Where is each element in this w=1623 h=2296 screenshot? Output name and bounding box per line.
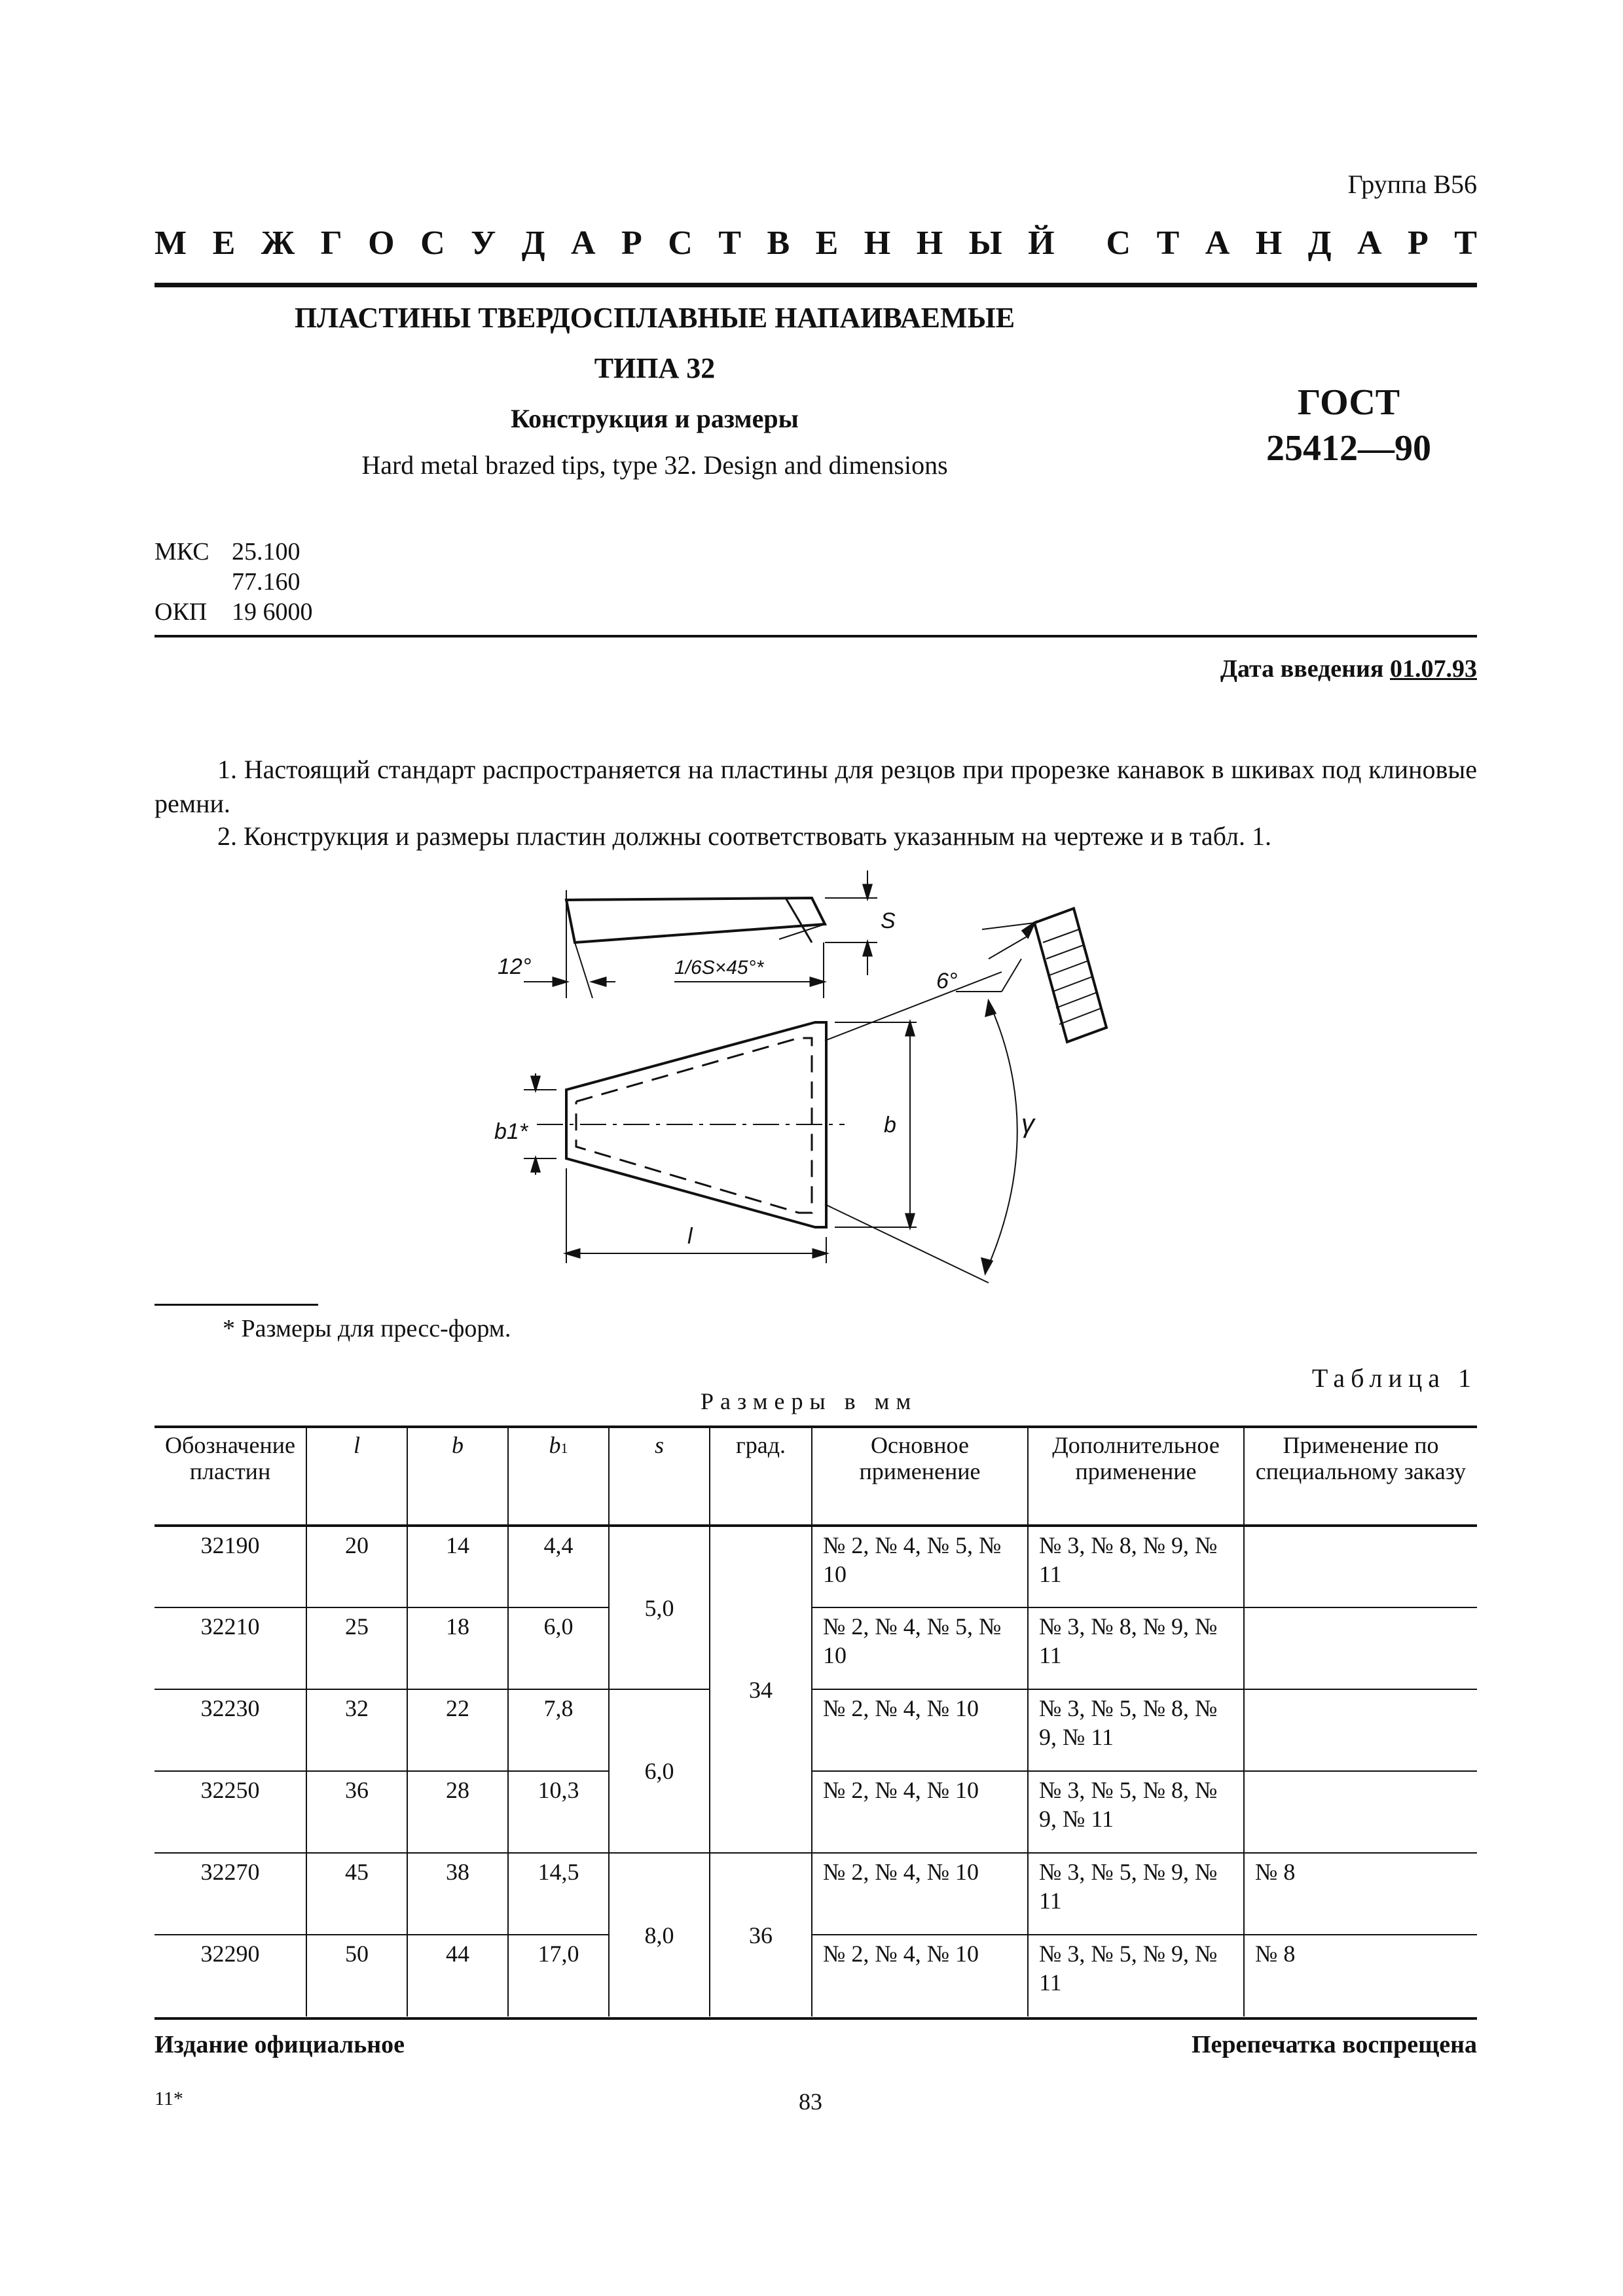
deg-value: 34 xyxy=(710,1526,812,1853)
sheet-mark: 11* xyxy=(155,2088,183,2109)
table-header-row xyxy=(155,1427,1477,1526)
dim-l-label: l xyxy=(687,1224,693,1249)
col-header-deg: град. xyxy=(710,1427,812,1526)
col-header-code: Обозначение пластин xyxy=(155,1427,306,1526)
col-header-extra-use: Дополнительное применение xyxy=(1028,1427,1244,1526)
table-row: 32270 45 38 14,5 8,0 36 № 2, № 4, № 10 № 3, № 5, № 9, № 11 № 8 xyxy=(155,1853,1477,1935)
dimensions-table xyxy=(155,1426,1477,2017)
top-view xyxy=(524,972,1017,1283)
s-value: 8,0 xyxy=(609,1853,710,2017)
subtitle-english: Hard metal brazed tips, type 32. Design and dimensions xyxy=(361,450,948,480)
introduction-date xyxy=(1220,655,1477,683)
cls-key xyxy=(155,567,232,597)
footnote-rule xyxy=(155,1304,318,1306)
header-rule xyxy=(155,283,1477,287)
tip-drawing xyxy=(458,851,1146,1296)
dim-b-label: b xyxy=(884,1113,896,1138)
paragraph-2: 2. Конструкция и размеры пластин должны соответствовать указанным на чертеже и в табл. 1. xyxy=(217,821,1271,851)
section-detail xyxy=(956,908,1106,1042)
dim-b1-label: b1* xyxy=(494,1119,528,1144)
gost-label: ГОСТ xyxy=(1297,382,1400,423)
angle-12-label: 12° xyxy=(498,954,532,979)
s-value: 5,0 xyxy=(609,1526,710,1689)
col-header-l: l xyxy=(306,1427,407,1526)
reprint-prohibited-label: Перепечатка воспрещена xyxy=(1191,2031,1477,2058)
page-number: 83 xyxy=(799,2089,822,2115)
col-header-s: s xyxy=(609,1427,710,1526)
title-line-2: ТИПА 32 xyxy=(594,352,716,384)
dim-s-label: S xyxy=(881,908,896,933)
deg-value: 36 xyxy=(710,1853,812,2017)
col-header-b: b xyxy=(407,1427,508,1526)
chamfer-label: 1/6S×45°* xyxy=(674,957,764,978)
cls-value: 77.160 xyxy=(232,568,301,596)
table-row: 32250 36 28 10,3 № 2, № 4, № 10 № 3, № 5, № 8, № 9, № 11 xyxy=(155,1771,1477,1853)
title-block xyxy=(223,301,1087,480)
s-value: 6,0 xyxy=(609,1689,710,1853)
classification-codes xyxy=(155,537,313,627)
classification-rule xyxy=(155,635,1477,637)
gost-number: 25412—90 xyxy=(1266,428,1431,469)
table-label: Таблица 1 xyxy=(1311,1363,1477,1393)
table-row: 32230 32 22 7,8 6,0 № 2, № 4, № 10 № 3, № 5, № 8, № 9, № 11 xyxy=(155,1689,1477,1771)
angle-6-label: 6° xyxy=(936,969,958,994)
table-row: 32290 50 44 17,0 № 2, № 4, № 10 № 3, № 5, № 9, № 11 № 8 xyxy=(155,1935,1477,2017)
cls-value: 19 6000 xyxy=(232,598,313,626)
col-header-main-use: Основное применение xyxy=(812,1427,1028,1526)
paragraph-1: 1. Настоящий стандарт распространяется на пластины для резцов при прорезке канавок в шкивах под клиновые ремни. xyxy=(155,755,1477,818)
group-label: Группа В56 xyxy=(1347,170,1477,199)
intro-date-label: Дата введения xyxy=(1220,655,1384,683)
col-header-b1: b1 xyxy=(508,1427,609,1526)
dim-gamma-label: γ xyxy=(1021,1109,1034,1138)
col-header-special-order: Применение по специальному заказу xyxy=(1244,1427,1477,1526)
dimensions-unit-label: Размеры в мм xyxy=(701,1388,918,1414)
footnote: * Размеры для пресс-форм. xyxy=(223,1315,511,1342)
cls-value: 25.100 xyxy=(232,538,301,565)
footer-rule xyxy=(155,2017,1477,2020)
table-row: 32190 20 14 4,4 5,0 34 № 2, № 4, № 5, № 10 № 3, № 8, № 9, № 11 xyxy=(155,1526,1477,1607)
side-view xyxy=(524,870,877,998)
intro-date-value: 01.07.93 xyxy=(1390,655,1477,683)
subtitle-russian: Конструкция и размеры xyxy=(511,404,799,433)
official-edition-label: Издание официальное xyxy=(155,2031,405,2058)
interstate-standard-heading: М Е Ж Г О С У Д А Р С Т В Е Н Н Ы Й С Т А Н Д А Р Т xyxy=(155,224,1477,262)
gost-designation xyxy=(1218,380,1480,471)
table-row: 32210 25 18 6,0 № 2, № 4, № 5, № 10 № 3, № 8, № 9, № 11 xyxy=(155,1607,1477,1689)
title-line-1: ПЛАСТИНЫ ТВЕРДОСПЛАВНЫЕ НАПАИВАЕМЫЕ xyxy=(294,302,1015,334)
cls-key: МКС xyxy=(155,538,210,565)
cls-key: ОКП xyxy=(155,598,208,626)
